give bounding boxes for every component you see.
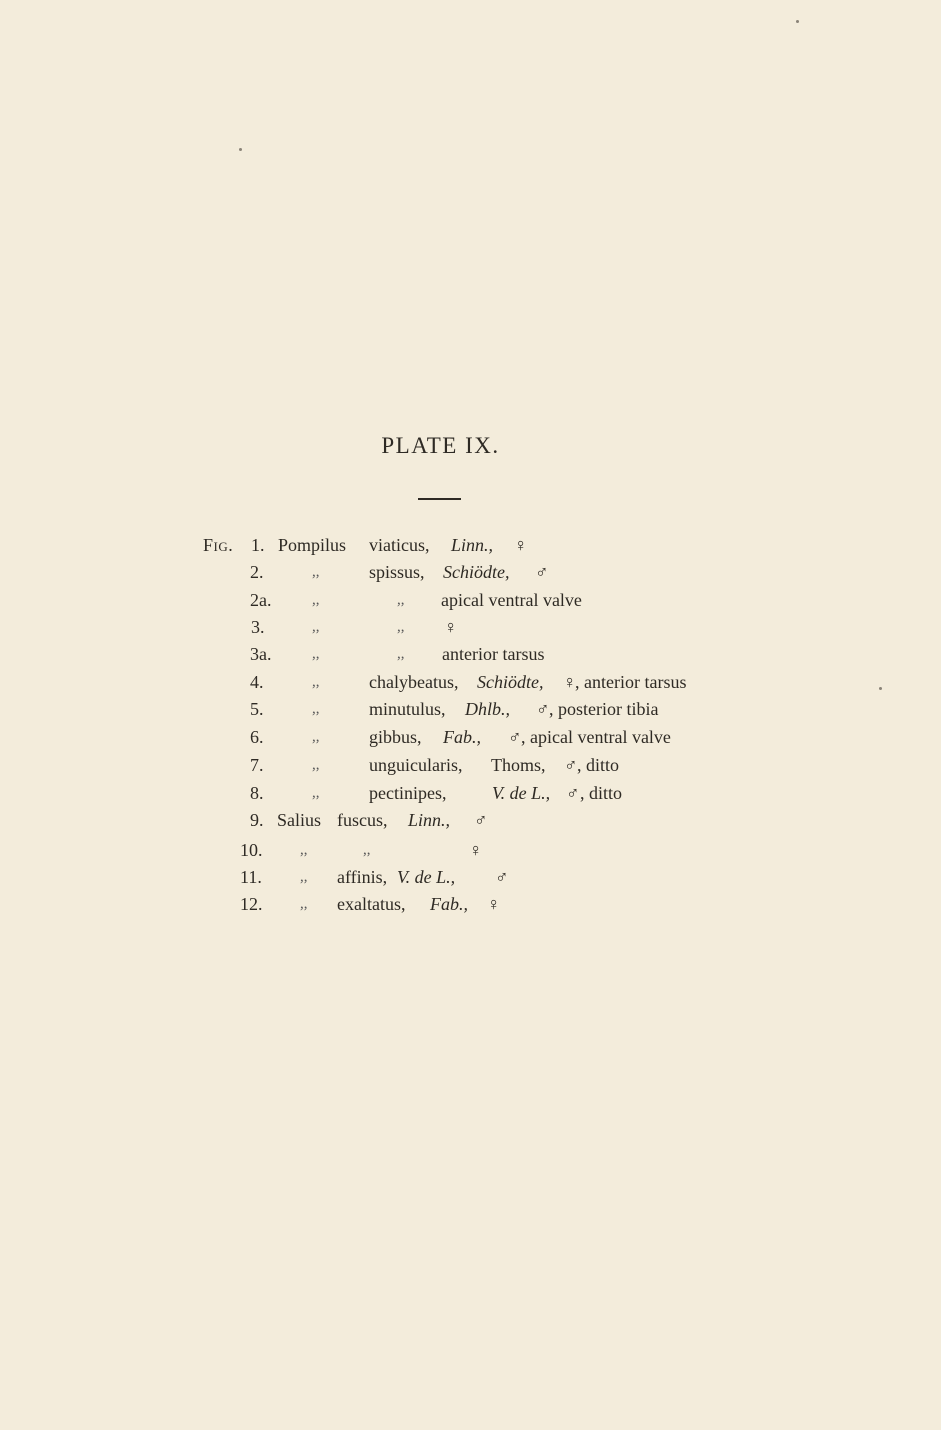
figure-number: 11.: [240, 867, 262, 887]
figure-number: 1.: [251, 535, 265, 555]
figure-number: 2.: [250, 562, 264, 582]
paper-speck: [239, 148, 242, 151]
sex-symbol: ♀: [487, 894, 501, 914]
paper-speck: [796, 20, 799, 23]
sex-symbol: ♀: [514, 535, 528, 555]
figure-number: 6.: [250, 727, 264, 747]
description: , ditto: [580, 783, 623, 803]
ditto-mark: ,,: [312, 619, 320, 635]
species-name: chalybeatus,: [369, 672, 459, 692]
species-name: pectinipes,: [369, 783, 447, 803]
ditto-mark: ,,: [397, 646, 405, 662]
figure-number: 10.: [240, 840, 263, 860]
species-name: affinis,: [337, 867, 388, 887]
ditto-mark: ,,: [312, 564, 320, 580]
figure-number: 4.: [250, 672, 264, 692]
species-name: viaticus,: [369, 535, 430, 555]
species-name: fuscus,: [337, 810, 388, 830]
ditto-mark: ,,: [312, 757, 320, 773]
species-name: exaltatus,: [337, 894, 406, 914]
ditto-mark: ,,: [312, 592, 320, 608]
author-name: Schiödte,: [477, 672, 544, 692]
ditto-mark: ,,: [312, 785, 320, 801]
fig-label: Fig.: [203, 535, 234, 555]
sex-symbol: ♀: [469, 840, 483, 860]
figure-number: 7.: [250, 755, 264, 775]
author-name: Fab.,: [430, 894, 468, 914]
paper-speck: [879, 687, 882, 690]
sex-symbol: ♂: [495, 867, 509, 887]
ditto-mark: ,,: [312, 729, 320, 745]
figure-number: 3a.: [250, 644, 272, 664]
sex-symbol: ♀: [563, 672, 577, 692]
sex-symbol: ♂: [508, 727, 522, 747]
ditto-mark: ,,: [397, 592, 405, 608]
species-name: gibbus,: [369, 727, 422, 747]
ditto-mark: ,,: [312, 646, 320, 662]
genus-name: Salius: [277, 810, 322, 830]
ditto-mark: ,,: [300, 869, 308, 885]
sex-symbol: ♂: [536, 699, 550, 719]
author-name: Fab.,: [443, 727, 481, 747]
ditto-mark: ,,: [312, 674, 320, 690]
description: , anterior tarsus: [575, 672, 687, 692]
sex-symbol: ♂: [474, 810, 488, 830]
author-name: Linn.,: [451, 535, 494, 555]
description: apical ventral valve: [441, 590, 582, 610]
description: , apical ventral valve: [521, 727, 671, 747]
ditto-mark: ,,: [300, 842, 308, 858]
sex-symbol: ♀: [444, 617, 458, 637]
sex-symbol: ♂: [564, 755, 578, 775]
description: anterior tarsus: [442, 644, 545, 664]
sex-symbol: ♂: [535, 562, 549, 582]
figure-number: 2a.: [250, 590, 272, 610]
species-name: unguicularis,: [369, 755, 463, 775]
ditto-mark: ,,: [397, 619, 405, 635]
author-name: Schiödte,: [443, 562, 510, 582]
ditto-mark: ,,: [300, 896, 308, 912]
description: , ditto: [577, 755, 620, 775]
author-name: Dhlb.,: [465, 699, 510, 719]
figure-number: 3.: [251, 617, 265, 637]
figure-number: 5.: [250, 699, 264, 719]
figure-number: 9.: [250, 810, 264, 830]
author-name: Linn.,: [408, 810, 451, 830]
title-rule: [418, 498, 461, 500]
figure-number: 12.: [240, 894, 263, 914]
description: , posterior tibia: [549, 699, 659, 719]
ditto-mark: ,,: [312, 701, 320, 717]
sex-symbol: ♂: [566, 783, 580, 803]
species-name: minutulus,: [369, 699, 446, 719]
author-name: Thoms,: [491, 755, 546, 775]
genus-name: Pompilus: [278, 535, 347, 555]
figure-number: 8.: [250, 783, 264, 803]
author-name: V. de L.,: [492, 783, 551, 803]
ditto-mark: ,,: [363, 842, 371, 858]
species-name: spissus,: [369, 562, 425, 582]
author-name: V. de L.,: [397, 867, 456, 887]
plate-title: PLATE IX.: [381, 433, 500, 458]
